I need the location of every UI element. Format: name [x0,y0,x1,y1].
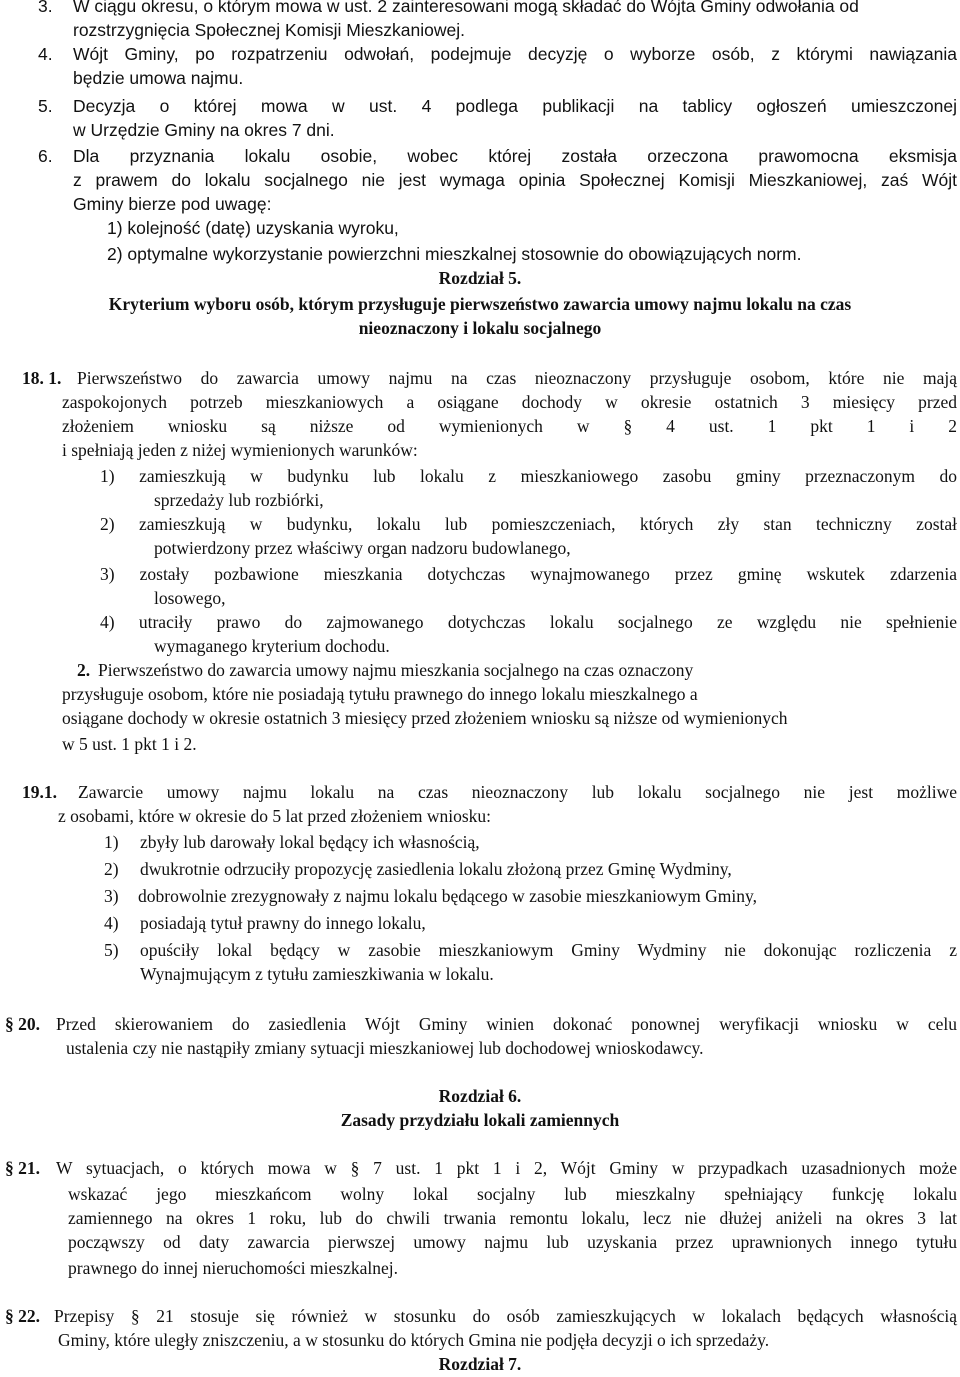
paragraph-text: Pierwszeństwo do zawarcia umowy najmu na czas nieoznaczony przysługuje osobom, które nie mają [77,368,957,388]
sub-item: zbyły lub darowały lokal będący ich własnością, [140,832,480,852]
paragraph-text: Przepisy § 21 stosuje się również w stosunku do osób zamieszkujących w lokalach będących własnością [54,1306,957,1326]
item-text: Gminy bierze pod uwagę: [73,194,272,214]
item-text: Decyzja o której mowa w ust. 4 podlega publikacji na tablicy ogłoszeń umieszczonej [73,96,957,116]
chapter-title: Kryterium wyboru osób, którym przysługuje pierwszeństwo zawarcia umowy najmu lokalu na czas [108,294,852,314]
item-text: Dla przyznania lokalu osobie, wobec której została orzeczona prawomocna eksmisja [73,146,957,166]
paragraph-text: przysługuje osobom, które nie posiadają tytułu prawnego do innego lokalu mieszkalnego a [62,684,698,704]
paragraph-text: prawnego do innej nieruchomości mieszkalnej. [68,1258,398,1278]
paragraph-number: § 20. [5,1014,40,1034]
item-text: rozstrzygnięcia Społecznej Komisji Mieszkaniowej. [73,20,465,40]
paragraph-text: z osobami, które w okresie do 5 lat przed złożeniem wniosku: [58,806,492,826]
item-number: 3. [38,0,53,16]
item-text: w Urzędzie Gminy na okres 7 dni. [73,120,335,140]
paragraph-text: osiągane dochody w okresie ostatnich 3 miesięcy przed złożeniem wniosku są niższe od wymienionych [62,708,788,728]
condition-item: 3) zostały pozbawione mieszkania dotychczas wynajmowanego przez gminę wskutek zdarzenia [100,564,957,584]
paragraph-number: 2. [77,660,91,680]
condition-item: 1) zamieszkują w budynku lub lokalu z mieszkaniowego zasobu gminy przeznaczonym do [100,466,957,486]
condition-item: wymaganego kryterium dochodu. [154,636,390,656]
condition-item: sprzedaży lub rozbiórki, [154,490,324,510]
paragraph-text: Pierwszeństwo do zawarcia umowy najmu mieszkania socjalnego na czas oznaczony [98,660,694,680]
paragraph-text: W sytuacjach, o których mowa w § 7 ust. 1 pkt 1 i 2, Wójt Gminy w przypadkach uzasadnionych może [56,1158,957,1178]
paragraph-text: Zawarcie umowy najmu lokalu na czas nieoznaczony lub lokalu socjalnego nie jest możliwe [78,782,957,802]
sub-item: dwukrotnie odrzuciły propozycję zasiedlenia lokalu złożoną przez Gminę Wydminy, [140,859,732,879]
sub-item-number: 4) [104,913,119,933]
paragraph-text: począwszy od daty zawarcia pierwszej umowy najmu lub uzyskania przez uprawnionych innego tytułu [68,1232,957,1252]
chapter-heading: Rozdział 7. [438,1354,522,1374]
paragraph-text: złożeniem wniosku są niższe od wymienionych w § 4 ust. 1 pkt 1 i 2 [62,416,957,436]
sub-item-number: 2) [104,859,119,879]
item-number: 5. [38,96,53,116]
sub-item: Wynajmującym z tytułu zamieszkiwania w lokalu. [140,964,494,984]
paragraph-text: ustalenia czy nie nastąpiły zmiany sytuacji mieszkaniowej lub dochodowej wnioskodawcy. [66,1038,704,1058]
paragraph-text: zaspokojonych potrzeb mieszkaniowych a osiągane dochody w okresie ostatnich 3 miesięcy przed [62,392,957,412]
item-number: 6. [38,146,53,166]
sub-item-number: 5) [104,940,119,960]
sub-item: dobrowolnie zrezygnowały z najmu lokalu będącego w zasobie mieszkaniowym Gminy, [138,886,757,906]
paragraph-text: Gminy, które uległy zniszczeniu, a w stosunku do których Gmina nie podjęła decyzji o ich sprzedaży. [58,1330,770,1350]
paragraph-text: i spełniają jeden z niżej wymienionych warunków: [62,440,418,460]
item-text: z prawem do lokalu socjalnego nie jest wymaga opinia Społecznej Komisji Mieszkaniowej, zaś Wójt [73,170,957,190]
chapter-heading: Rozdział 5. [438,268,522,288]
chapter-heading: Rozdział 6. [438,1086,522,1106]
sub-item: 1) kolejność (datę) uzyskania wyroku, [107,218,399,238]
paragraph-number: 19.1. [22,782,57,802]
paragraph-text: zamiennego na okres 1 roku, lub do chwili trwania remontu lokalu, lecz nie dłużej aniżeli na okres 3 lat [68,1208,957,1228]
chapter-title: Zasady przydziału lokali zamiennych [340,1110,620,1130]
paragraph-number: 18. 1. [22,368,62,388]
sub-item: posiadają tytuł prawny do innego lokalu, [140,913,426,933]
sub-item-number: 1) [104,832,119,852]
paragraph-text: w 5 ust. 1 pkt 1 i 2. [62,734,197,754]
item-number: 4. [38,44,53,64]
condition-item: 2) zamieszkują w budynku, lokalu lub pomieszczeniach, których zły stan techniczny został [100,514,957,534]
sub-item-number: 3) [104,886,119,906]
condition-item: 4) utraciły prawo do zajmowanego dotychczas lokalu socjalnego ze względu nie spełnienie [100,612,957,632]
paragraph-number: § 22. [5,1306,40,1326]
item-text: będzie umowa najmu. [73,68,244,88]
paragraph-text: Przed skierowaniem do zasiedlenia Wójt Gminy winien dokonać ponownej weryfikacji wniosku w celu [56,1014,957,1034]
chapter-title: nieoznaczony i lokalu socjalnego [358,318,602,338]
item-text: W ciągu okresu, o którym mowa w ust. 2 zainteresowani mogą składać do Wójta Gminy odwołania od [73,0,859,16]
condition-item: losowego, [154,588,226,608]
paragraph-text: wskazać jego mieszkańcom wolny lokal socjalny lub mieszkalny spełniający funkcję lokalu [68,1184,957,1204]
sub-item: 2) optymalne wykorzystanie powierzchni mieszkalnej stosownie do obowiązujących norm. [107,244,802,264]
paragraph-number: § 21. [5,1158,40,1178]
condition-item: potwierdzony przez właściwy organ nadzoru budowlanego, [154,538,571,558]
item-text: Wójt Gminy, po rozpatrzeniu odwołań, podejmuje decyzję o wyborze osób, z którymi nawiązania [73,44,957,64]
sub-item: opuściły lokal będący w zasobie mieszkaniowym Gminy Wydminy nie dokonując rozliczenia z [140,940,957,960]
